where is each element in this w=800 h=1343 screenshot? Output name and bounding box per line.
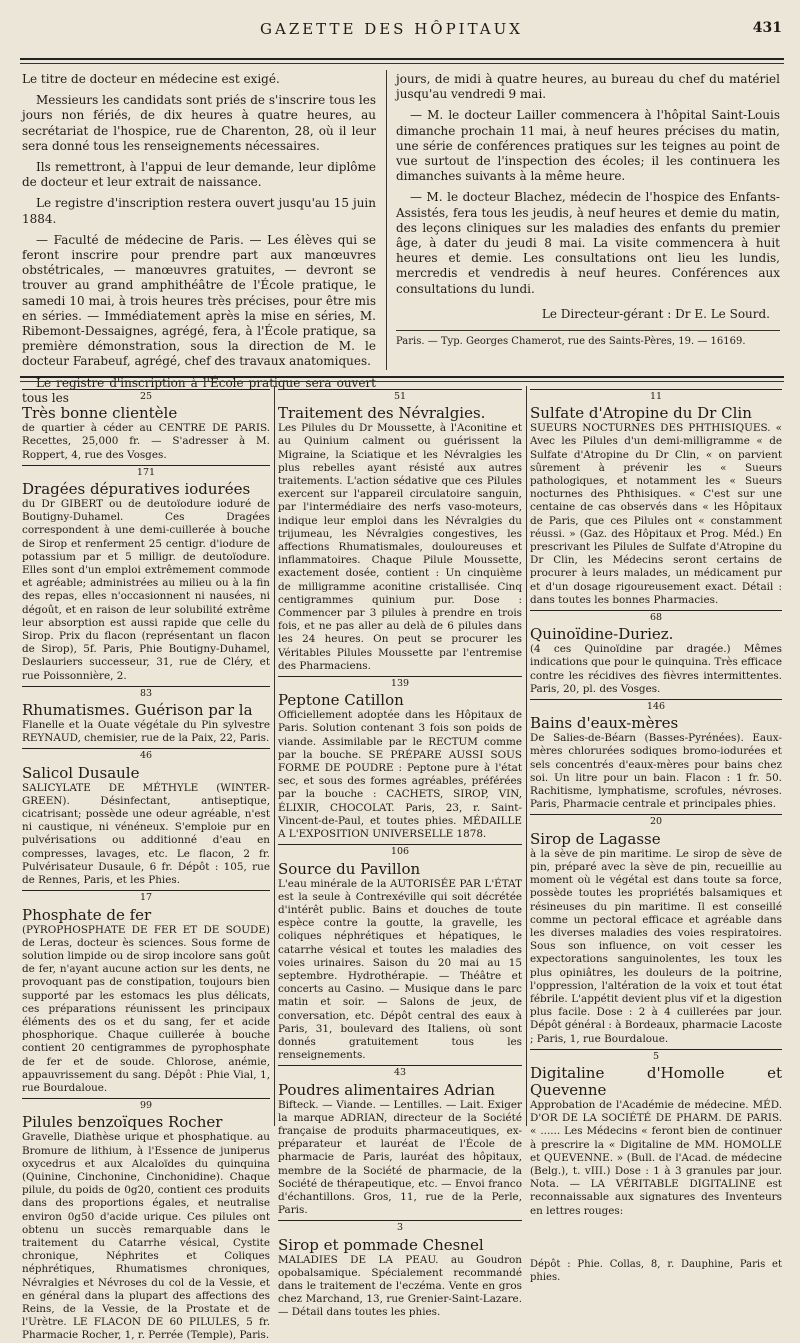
ad-number: 46 [22, 748, 270, 762]
paragraph: Le registre d'inscription restera ouvert jusqu'au 15 juin 1884. [22, 196, 376, 226]
ad-number: 99 [22, 1098, 270, 1112]
ad-body: MALADIES DE LA PEAU. au Goudron opobalsamique. Spécialement recommandé dans le traitement de l'eczéma. Vente en gros chez Marchand, 13, rue Grenier-Saint-Lazare. — Détail dans toutes les phies. [278, 1253, 522, 1319]
ad-number: 171 [22, 465, 270, 479]
ad-number: 106 [278, 844, 522, 858]
section-rule-thin [20, 381, 784, 382]
page-header [20, 20, 784, 42]
advertisement [278, 1065, 522, 1217]
ad-body: à la sève de pin maritime. Le sirop de sève de pin, préparé avec la sève de pin, recueillie au moment où le végétal est dans toute sa force, possède toutes les propriétés balsamiques et résineuses du pin maritime. Il est conseillé comme un pectoral efficace et agréable dans les diverses maladies des voies respiratoires. Sous son influence, on voit cesser les expectorations sanguinolentes, les toux les plus opiniâtres, les douleurs de la poitrine, l'oppression, l'altération de la voix et tout état fébrile. L'appétit devient plus vif et la digestion plus facile. Dose : 2 à 4 cuillerées par jour. Dépôt général : à Bordeaux, pharmacie Lacoste ; Paris, 1, rue Bourdaloue. [530, 847, 782, 1045]
ad-body: du Dr GIBERT ou de deutoïodure ioduré de Boutigny-Duhamel. Ces Dragées correspondent à une demi-cuillerée à bouche de Sirop et renferment 25 centigr. d'iodure de potassium par et 5 milligr. de deutoïodure. Elles sont d'un emploi extrêmement commode et agréable; administrées au milieu ou à la fin des repas, elles n'occasionnent ni nausées, ni dégoût, et en raison de leur solubilité extrême leur absorption est aussi rapide que celle du Sirop. Prix du flacon (représentant un flacon de Sirop), 5f. Paris, Phie Boutigny-Duhamel, Deslauriers successeur, 31, rue de Cléry, et rue Poissonnière, 2. [22, 498, 270, 682]
ad-body: Approbation de l'Académie de médecine. MÉD. D'OR DE LA SOCIÉTÉ DE PHARM. DE PARIS. « ...... Les Médecins « feront bien de continuer à prescrire la « Digitaline de MM. HOMOLLE et QUEVENNE. » (Bull. de l'Acad. de médecine (Belg.), t. vIII.) Dose : 1 à 3 granules par jour. Nota. — LA VÉRITABLE DIGITALINE est reconnaissable aux signatures des Inventeurs en lettres rouges: [530, 1098, 782, 1217]
ad-heading: Phosphate de fer [22, 905, 152, 924]
ad-body: (4 ces Quinoïdine par dragée.) Mêmes indications que pour le quinquina. Très efficace contre les récidives des fièvres intermittentes. Paris, 20, pl. des Vosges. [530, 643, 782, 695]
ad-heading: Dragées dépuratives iodurées [22, 480, 251, 499]
ad-body: De Salies-de-Béarn (Basses-Pyrénées). Eaux-mères chlorurées sodiques bromo-iodurées et sels concentrés d'eaux-mères pour bains chez soi. Un litre pour un bain. Flacon : 1 fr. 50. Rachitisme, lymphatisme, scrofules, névroses. Paris, Pharmacie centrale et principales phies. [530, 732, 782, 811]
ad-number: 25 [22, 389, 270, 403]
ad-heading: Quinoïdine-Duriez. [530, 625, 674, 644]
ad-body: L'eau minérale de la AUTORISÉE PAR L'ÉTAT est la seule à Contrexéville qui soit décrétée d'intérêt public. Bains et douches de toute espèce contre la goutte, la gravelle, les coliques néphrétiques et hépatiques, le catarrhe vésical et toutes les maladies des voies urinaires. Saison du 20 mai au 15 septembre. Hydrothérapie. — Théâtre et concerts au Casino. — Musique dans le parc matin et soir. — Salons de jeux, de conversation, etc. Dépôt central des eaux à Paris, 31, boulevard des Italiens, où sont donnés gratuitement tous les renseignements. [278, 877, 522, 1062]
paragraph: Ils remettront, à l'appui de leur demande, leur diplôme de docteur et leur extrait de naissance. [22, 160, 376, 190]
journal-title: GAZETTE DES HÔPITAUX [260, 20, 523, 38]
ad-heading: Digitaline d'Homolle et Quevenne [530, 1063, 782, 1099]
paragraph: Le titre de docteur en médecine est exigé. [22, 72, 280, 86]
advertisement [22, 465, 270, 683]
page-number: 431 [752, 20, 782, 36]
ad-number: 5 [530, 1049, 782, 1063]
ad-number: 3 [278, 1220, 522, 1234]
ad-heading: Très bonne clientèle [22, 404, 178, 423]
advertisement [22, 686, 270, 746]
ad-number: 43 [278, 1065, 522, 1079]
ad-footer: Dépôt : Phie. Collas, 8, r. Dauphine, Paris et phies. [530, 1258, 782, 1283]
column-divider [526, 386, 527, 1126]
ad-heading: Salicol Dusaule [22, 763, 140, 782]
paragraph: — Faculté de médecine de Paris. — Les élèves qui se feront inscrire pour prendre part aux manœuvres obstétricales, — manœuvres gratuites, — devront se trouver au grand amphithéâtre de l'École pratique, le samedi 10 mai, à trois heures très précises, pour être mis en séries. — Immédiatement après la mise en séries, M. Ribemont-Dessaignes, agrégé, fera, à l'École pratique, sa première démonstration, sous la direction de M. le docteur Farabeuf, agrégé, chef des travaux anatomiques. [22, 232, 376, 369]
ad-number: 139 [278, 676, 522, 690]
header-rule [20, 58, 784, 60]
ad-body: SALICYLATE DE MÉTHYLE (WINTER-GREEN). Désinfectant, antiseptique, cicatrisant; possède une odeur agréable, n'est ni caustique, ni vénéneux. S'emploie pur en pulvérisations ou additionné d'eau en compresses, lavages, etc. Le flacon, 2 fr. Pulvérisateur Dusaule, 6 fr. Dépôt : 105, rue de Rennes, Paris, et les Phies. [22, 781, 270, 887]
ads-column-3 [530, 386, 782, 1283]
advertisement [22, 748, 270, 887]
ads-column-1 [22, 386, 270, 1342]
ad-number: 83 [22, 686, 270, 700]
section-rule [20, 376, 784, 378]
ad-heading: Traitement des Névralgies. [278, 404, 486, 423]
ad-heading: Sirop et pommade Chesnel [278, 1235, 484, 1254]
ad-number: 11 [530, 389, 782, 403]
advertisement [22, 1098, 270, 1342]
ad-heading: Poudres alimentaires Adrian [278, 1080, 495, 1099]
article-left-column [22, 72, 376, 412]
advertisement [278, 676, 522, 841]
ad-body: (PYROPHOSPHATE DE FER ET DE SOUDE) de Leras, docteur ès sciences. Sous forme de solution limpide ou de sirop incolore sans goût de fer, n'ayant aucune action sur les dents, ne provoquant pas de constipation, toujours bien supporté par les estomacs les plus délicats, ces préparations réunissent les principaux éléments des os et du sang, fer et acide phosphorique. Chaque cuillerée à bouche contient 20 centigrammes de pyrophosphate de fer et de soude. Chlorose, anémie, appauvrissement du sang. Dépôt : Phie Vial, 1, rue Bourdaloue. [22, 923, 270, 1094]
paragraph: jours, de midi à quatre heures, au bureau du chef du matériel jusqu'au vendredi 9 mai. [396, 72, 780, 102]
paragraph: Messieurs les candidats sont priés de s'inscrire tous les jours non fériés, de dix heures à quatre heures, au secrétariat de l'hospice, rue de Charenton, 28, où il leur sera donné tous les renseignements nécessaires. [22, 93, 376, 153]
column-divider [386, 70, 387, 370]
ad-number: 68 [530, 610, 782, 624]
ad-body: Bifteck. — Viande. — Lentilles. — Lait. Exiger la marque ADRIAN, directeur de la Société française de produits pharmaceutiques, ex-préparateur et lauréat de l'École de pharmacie de Paris, lauréat des hôpitaux, membre de la Société de pharmacie, de la Société de thérapeutique, etc. — Envoi franco d'échantillons. Gros, 11, rue de la Perle, Paris. [278, 1098, 522, 1217]
ad-heading: Rhumatismes. Guérison par la [22, 701, 253, 720]
advertisement [530, 389, 782, 607]
ad-number: 51 [278, 389, 522, 403]
ad-heading: Peptone Catillon [278, 691, 404, 710]
advertisement [278, 389, 522, 673]
ads-column-2 [278, 386, 522, 1319]
ad-number: 146 [530, 699, 782, 713]
ad-body: Les Pilules du Dr Moussette, à l'Aconitine et au Quinium calment ou guérissent la Migraine, la Sciatique et les Névralgies les plus rebelles ayant résisté aux autres traitements. L'action sédative que ces Pilules exercent sur l'appareil circulatoire sanguin, par l'intermédiaire des nerfs vaso-moteurs, indique leur emploi dans les Névralgies du trijumeau, les Névralgies congestives, les affections Rhumatismales, douloureuses et inflammatoires. Chaque Pilule Moussette, exactement dosée, contient : Un cinquième de milligramme aconitine cristallisée. Cinq centigrammes quinium pur. Dose : Commencer par 3 pilules à prendre en trois fois, et ne pas aller au delà de 6 pilules dans les 24 heures. On peut se procurer les Véritables Pilules Moussette par l'entremise des Pharmaciens. [278, 422, 522, 672]
paragraph: Le registre d'inscription à l'École pratique sera ouvert tous les [22, 375, 376, 405]
advertisement [22, 890, 270, 1095]
advertisement [530, 610, 782, 696]
header-rule-thin [20, 63, 784, 64]
ad-body: de quartier à céder au CENTRE DE PARIS. Recettes, 25,000 fr. — S'adresser à M. Roppert, 4, rue des Vosges. [22, 422, 270, 461]
ad-heading: Sulfate d'Atropine du Dr Clin [530, 404, 752, 423]
ad-body: Flanelle et la Ouate végétale du Pin sylvestre REYNAUD, chemisier, rue de la Paix, 22, Paris. [22, 719, 270, 745]
advertisement [278, 844, 522, 1062]
ad-heading: Pilules benzoïques Rocher [22, 1113, 223, 1132]
ad-number: 17 [22, 890, 270, 904]
advertisement [22, 389, 270, 462]
imprint: Paris. — Typ. Georges Chamerot, rue des Saints-Pères, 19. — 16169. [396, 330, 780, 349]
column-divider [274, 386, 275, 1126]
ad-heading: Sirop de Lagasse [530, 829, 661, 848]
ad-heading: Bains d'eaux-mères [530, 714, 679, 733]
ad-number: 20 [530, 814, 782, 828]
advertisement [530, 814, 782, 1045]
advertisement [530, 699, 782, 811]
ad-heading: Source du Pavillon [278, 859, 421, 878]
paragraph: — M. le docteur Blachez, médecin de l'hospice des Enfants-Assistés, fera tous les jeudis, à neuf heures et demie du matin, des leçons cliniques sur les maladies des enfants du premier âge, à dater du jeudi 8 mai. La visite commencera à huit heures et demie. Les consultations ont lieu les lundis, mercredis et vendredis à neuf heures. Conférences aux consultations du lundi. [396, 190, 780, 296]
advertisement [530, 1049, 782, 1284]
paragraph: — M. le docteur Lailler commencera à l'hôpital Saint-Louis dimanche prochain 11 mai, à neuf heures précises du matin, une série de conférences pratiques sur les teignes au point de vue surtout de l'inspection des écoles; il les continuera les dimanches suivants à la même heure. [396, 108, 780, 184]
signature: Le Directeur-gérant : Dr E. Le Sourd. [541, 306, 770, 321]
ad-body: SUEURS NOCTURNES DES PHTHISIQUES. « Avec les Pilules d'un demi-milligramme « de Sulfate d'Atropine du Dr Clin, « on parvient sûrement à prévenir les « Sueurs pathologiques, et notamment les « Sueurs nocturnes des Phthisiques. « C'est sur une centaine de cas observés dans « les Hôpitaux de Paris, que ces Pilules ont « constamment réussi. » (Gaz. des Hôpitaux et Prog. Méd.) En prescrivant les Pilules de Sulfate d'Atropine du Dr Clin, les Médecins seront certains de procurer à leurs malades, un médicament pur et d'un dosage rigoureusement exact. Détail : dans toutes les bonnes Pharmacies. [530, 422, 782, 606]
ad-body: Gravelle, Diathèse urique et phosphatique. au Bromure de lithium, à l'Essence de juniperus oxycedrus et aux Alcaloïdes du quinquina (Quinine, Cinchonine, Cinchonidine). Chaque pilule, du poids de 0g20, contient ces produits dans des proportions égales, et neutralise environ 0g50 d'acide urique. Ces pilules ont obtenu un succès remarquable dans le traitement du Catarrhe vésical, Cystite chronique, Néphrites et Coliques néphrétiques, Rhumatismes chroniques, Névralgies et Névroses du col de la Vessie, et en général dans la plupart des affections des Reins, de la Vessie, de la Prostate et de l'Urètre. LE FLACON DE 60 PILULES, 5 fr. Pharmacie Rocher, 1, r. Perrée (Temple), Paris. [22, 1131, 270, 1342]
article-right-column [396, 72, 780, 349]
ad-body: Officiellement adoptée dans les Hôpitaux de Paris. Solution contenant 3 fois son poids de viande. Assimilable par le RECTUM comme par la bouche. SE PRÉPARE AUSSI SOUS FORME DE POUDRE : Peptone pure à l'état sec, et sous des formes agréables, préférées par la bouche : CACHETS, SIROP, VIN, ÉLIXIR, CHOCOLAT. Paris, 23, r. Saint-Vincent-de-Paul, et toutes phies. MÉDAILLE A L'EXPOSITION UNIVERSELLE 1878. [278, 709, 522, 841]
advertisement [278, 1220, 522, 1319]
